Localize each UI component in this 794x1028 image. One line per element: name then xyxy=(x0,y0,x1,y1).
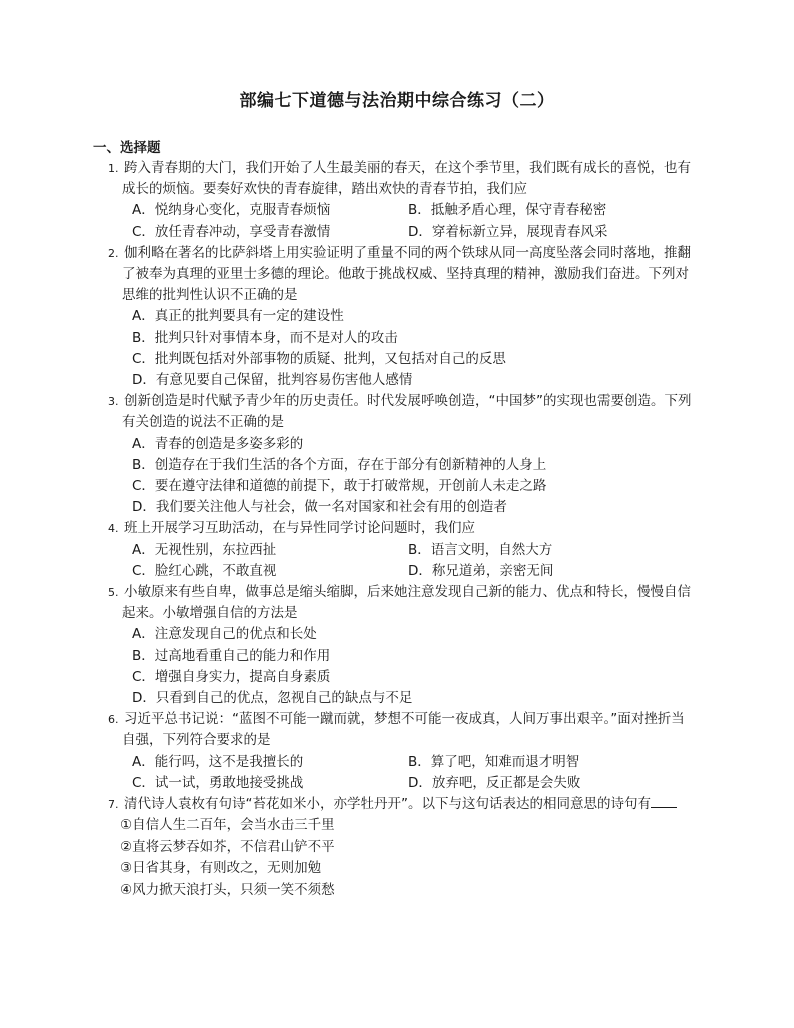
question-number: 4. xyxy=(108,522,119,536)
option-d: D．我们要关注他人与社会，做一名对国家和社会有用的创造者 xyxy=(132,499,507,516)
option-d: D．放弃吧，反正都是会失败 xyxy=(408,774,581,791)
option-b: B．语言文明，自然大方 xyxy=(408,541,553,558)
option-b: B．算了吧，知难而退才明智 xyxy=(408,753,580,770)
option-b: B．过高地看重自己的能力和作用 xyxy=(132,647,331,664)
question-5 xyxy=(108,582,708,709)
question-number: 5. xyxy=(108,586,119,600)
question-stem: 成长的烦恼。要奏好欢快的青春旋律，踏出欢快的青春节拍，我们应 xyxy=(122,181,527,198)
question-number: 2. xyxy=(108,246,119,260)
question-stem: 班上开展学习互助活动，在与异性同学讨论问题时，我们应 xyxy=(124,520,475,537)
section-heading: 一、选择题 xyxy=(93,140,161,156)
question-6 xyxy=(108,709,708,794)
question-number: 1. xyxy=(108,162,119,175)
option-b: B．批判只针对事情本身，而不是对人的攻击 xyxy=(132,329,398,346)
statement-1: ①自信人生二百年，会当水击三千里 xyxy=(120,817,335,834)
option-d: D．称兄道弟，亲密无间 xyxy=(408,562,554,579)
question-list xyxy=(108,158,708,901)
question-number: 7. xyxy=(108,798,119,812)
statement-3: ③日省其身，有则改之，无则加勉 xyxy=(120,860,322,877)
option-c: C．放任青春冲动，享受青春激情 xyxy=(132,223,331,240)
option-c: C．批判既包括对外部事物的质疑、批判，又包括对自己的反思 xyxy=(132,350,506,367)
option-a: A．真正的批判要具有一定的建设性 xyxy=(132,308,344,325)
question-1 xyxy=(108,158,708,243)
question-number: 6. xyxy=(108,713,119,727)
question-stem: 伽利略在著名的比萨斜塔上用实验证明了重量不同的两个铁球从同一高度坠落会同时落地，推翻 xyxy=(124,244,691,261)
statement-4: ④风力掀天浪打头，只须一笑不须愁 xyxy=(120,881,335,898)
question-stem: 自强，下列符合要求的是 xyxy=(122,732,271,749)
question-number: 3. xyxy=(108,395,119,409)
question-2 xyxy=(108,243,708,391)
option-c: C．增强自身实力，提高自身素质 xyxy=(132,668,331,685)
option-c: C．试一试，勇敢地接受挑战 xyxy=(132,774,304,791)
option-d: D．有意见要自己保留，批判容易伤害他人感情 xyxy=(132,372,413,389)
question-7 xyxy=(108,794,708,901)
question-stem: 有关创造的说法不正确的是 xyxy=(122,414,284,431)
question-stem: 了被奉为真理的亚里士多德的理论。他敢于挑战权威、坚持真理的精神，激励我们奋进。下列对 xyxy=(122,266,689,283)
question-3 xyxy=(108,391,708,518)
option-a: A．能行吗，这不是我擅长的 xyxy=(132,753,304,770)
question-stem: 起来。小敏增强自信的方法是 xyxy=(122,605,298,622)
question-stem: 跨入青春期的大门，我们开始了人生最美丽的春天，在这个季节里，我们既有成长的喜悦，也有 xyxy=(124,160,691,176)
question-stem: 创新创造是时代赋予青少年的历史责任。时代发展呼唤创造，“中国梦”的实现也需要创造。下列 xyxy=(124,393,692,410)
question-4 xyxy=(108,518,708,582)
option-a: A．无视性别，东拉西扯 xyxy=(132,541,277,558)
option-b: B．创造存在于我们生活的各个方面，存在于部分有创新精神的人身上 xyxy=(132,456,547,473)
option-a: A．悦纳身心变化，克服青春烦恼 xyxy=(132,202,331,219)
answer-blank xyxy=(651,795,677,808)
question-stem: 清代诗人袁枚有句诗“苔花如米小，亦学牡丹开”。以下与这句话表达的相同意思的诗句有 xyxy=(124,796,651,813)
option-d: D．穿着标新立异，展现青春风采 xyxy=(408,223,608,240)
document-title: 部编七下道德与法治期中综合练习（二） xyxy=(239,91,555,111)
option-b: B．抵触矛盾心理，保守青春秘密 xyxy=(408,202,607,219)
option-a: A．注意发现自己的优点和长处 xyxy=(132,626,317,643)
option-c: C．脸红心跳，不敢直视 xyxy=(132,562,277,579)
question-stem: 小敏原来有些自卑，做事总是缩头缩脚，后来她注意发现自己新的能力、优点和特长，慢慢自信 xyxy=(124,584,691,601)
question-stem: 习近平总书记说：“蓝图不可能一蹴而就，梦想不可能一夜成真，人间万事出艰辛。”面对挫折当 xyxy=(124,711,685,728)
option-a: A．青春的创造是多姿多彩的 xyxy=(132,435,304,452)
option-d: D．只看到自己的优点，忽视自己的缺点与不足 xyxy=(132,690,413,707)
statement-2: ②直将云梦吞如芥，不信君山铲不平 xyxy=(120,838,335,855)
option-c: C．要在遵守法律和道德的前提下，敢于打破常规，开创前人未走之路 xyxy=(132,478,547,495)
question-stem: 思维的批判性认识不正确的是 xyxy=(122,287,298,304)
